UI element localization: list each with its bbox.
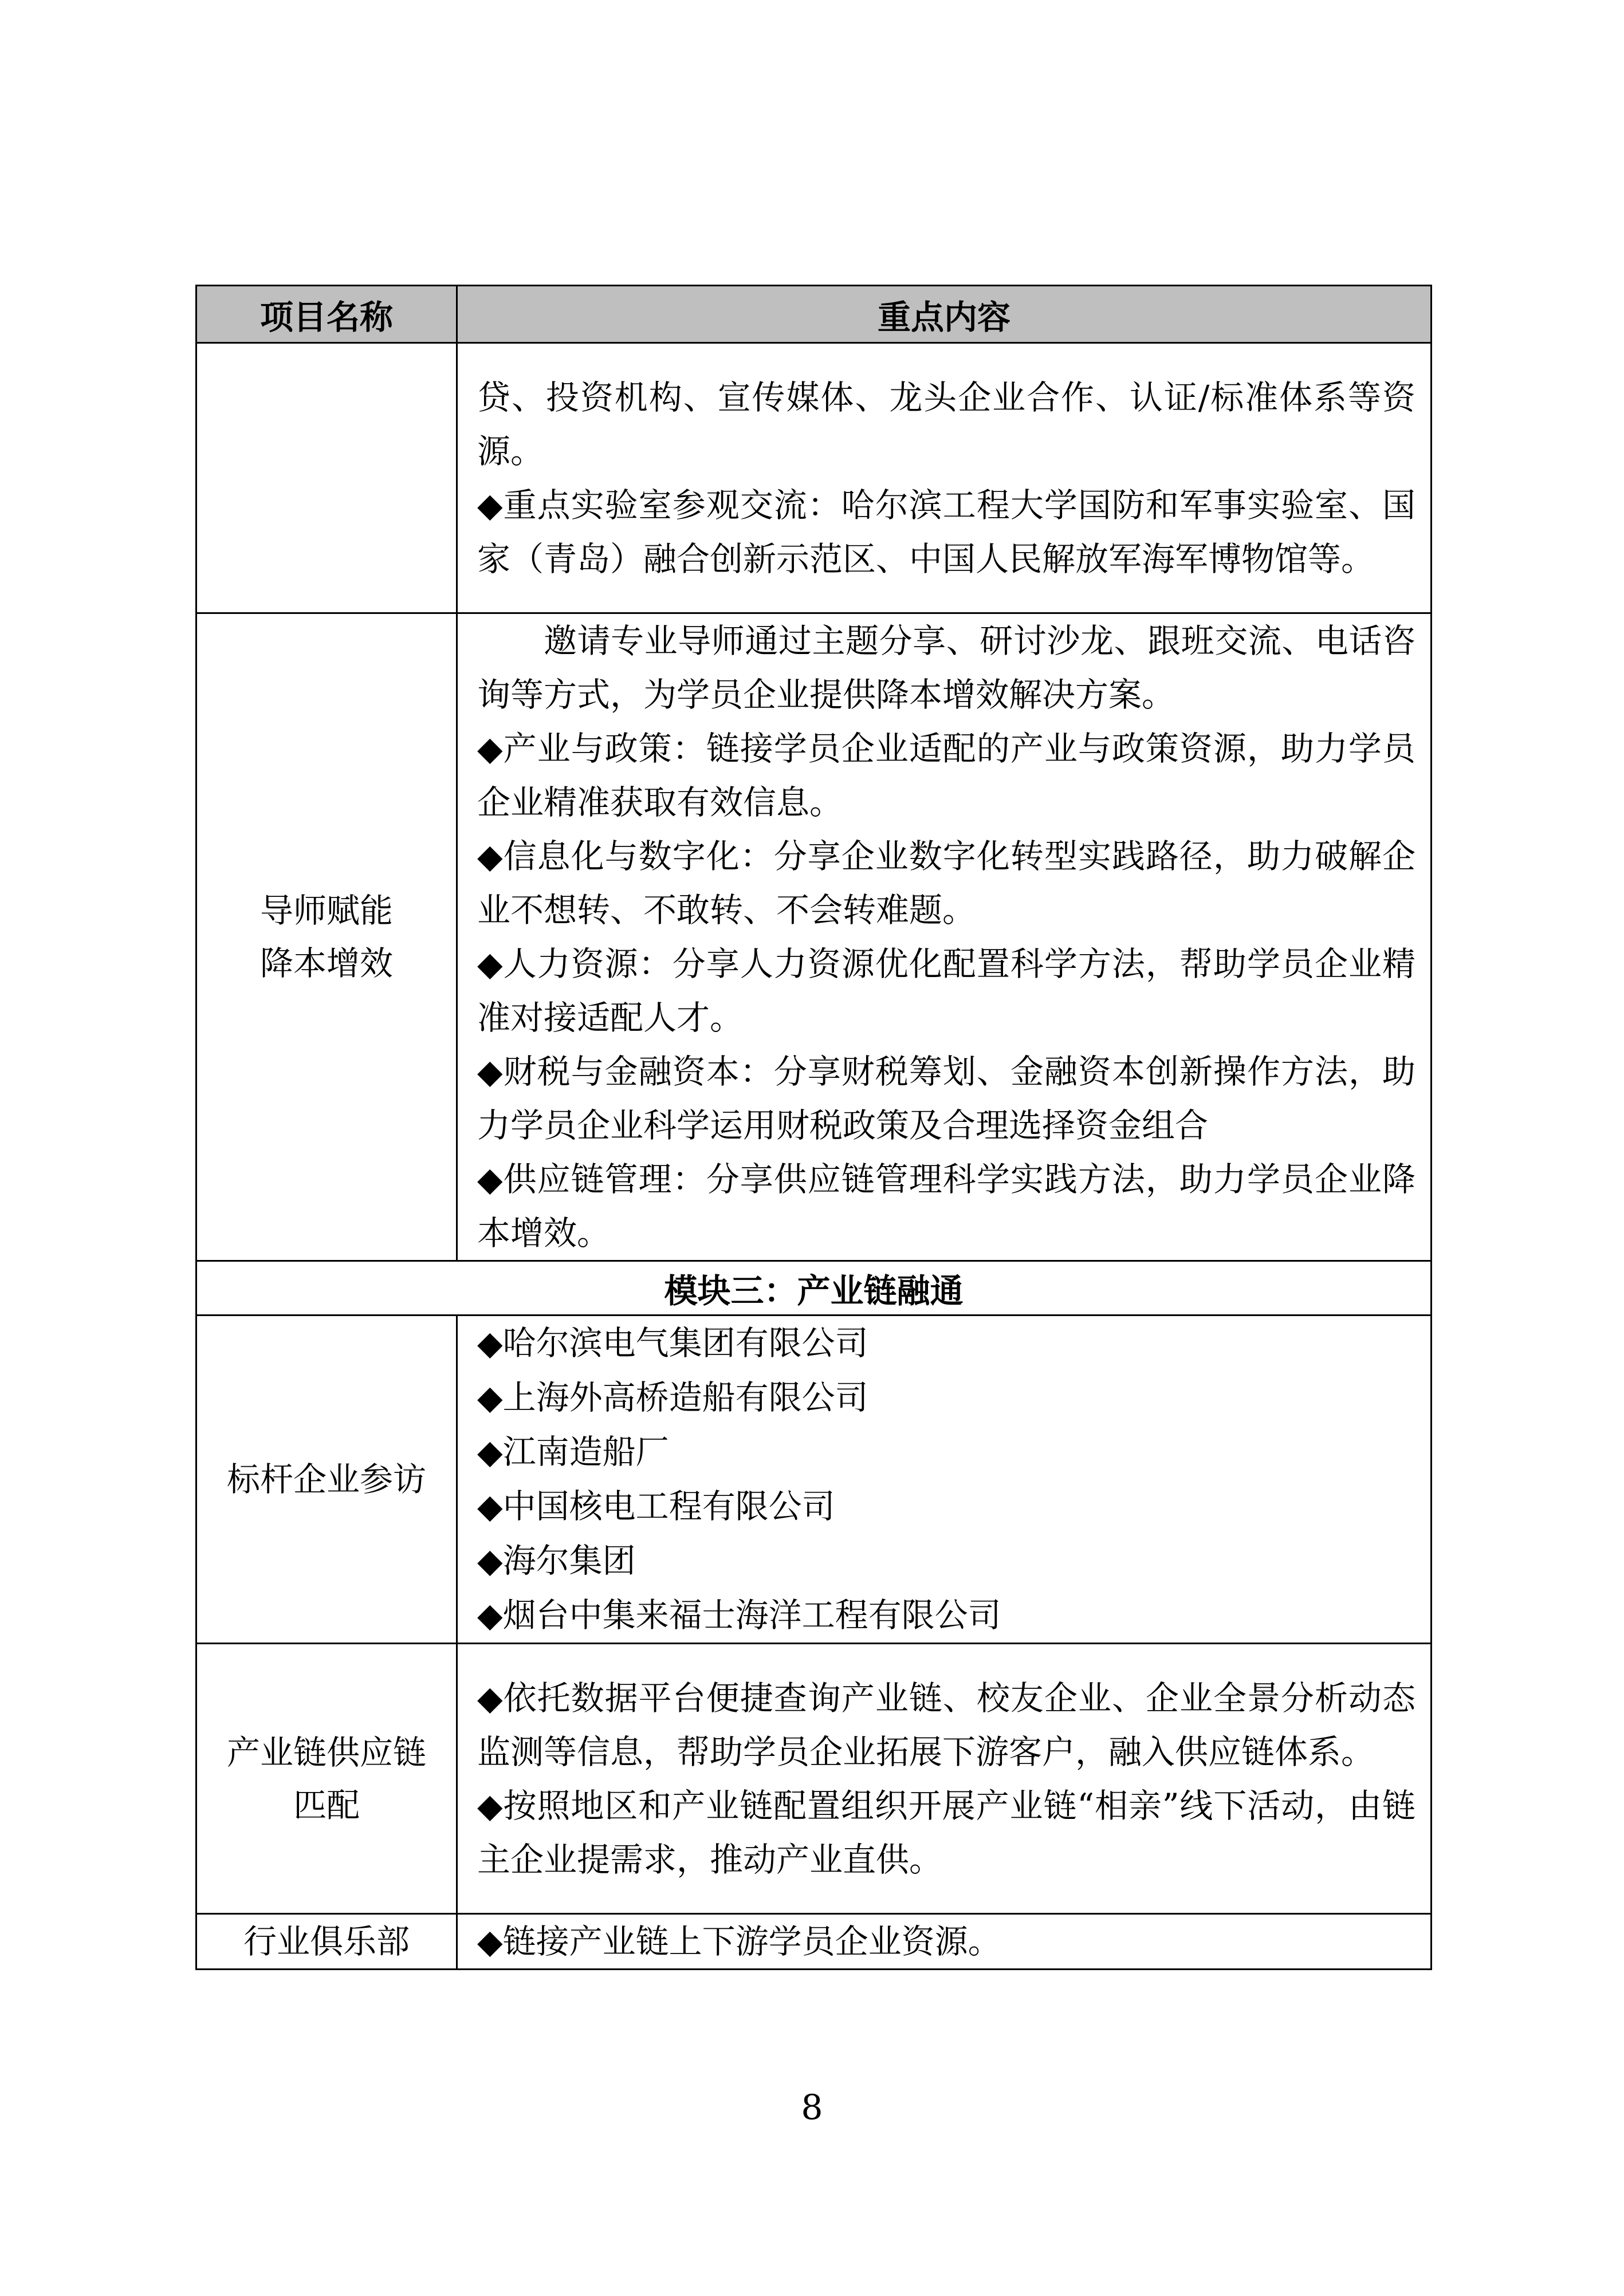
list-item: ◆哈尔滨电气集团有限公司 <box>477 1324 868 1362</box>
mentor-item: ◆信息化与数字化：分享企业数字化转型实践路径，助力破解企业不想转、不敢转、不会转难题。 <box>477 837 1415 930</box>
continuation-name-cell <box>196 343 457 613</box>
table-row-continuation <box>196 343 1432 613</box>
benchmark-name-cell: 标杆企业参访 <box>196 1316 457 1644</box>
table-row-mentor <box>196 613 1432 1261</box>
table-row-supply-chain <box>196 1644 1432 1914</box>
continuation-content-cell <box>457 343 1432 613</box>
list-item: ◆中国核电工程有限公司 <box>477 1487 835 1526</box>
list-item: ◆海尔集团 <box>477 1541 636 1580</box>
module-title-row <box>196 1261 1432 1316</box>
club-content-cell <box>457 1914 1432 1970</box>
mentor-name-line: 导师赋能 <box>259 891 393 930</box>
supply-item: ◆按照地区和产业链配置组织开展产业链“相亲”线下活动，由链主企业提需求，推动产业直供。 <box>477 1786 1415 1879</box>
supply-item: ◆依托数据平台便捷查询产业链、校友企业、企业全景分析动态监测等信息，帮助学员企业拓展下游客户，融入供应链体系。 <box>477 1678 1415 1771</box>
table-header-row <box>196 286 1432 343</box>
list-item: ◆上海外高桥造船有限公司 <box>477 1378 868 1417</box>
list-item: ◆江南造船厂 <box>477 1432 669 1471</box>
table-row-benchmark <box>196 1316 1432 1644</box>
mentor-item: ◆供应链管理：分享供应链管理科学实践方法，助力学员企业降本增效。 <box>477 1160 1415 1253</box>
supply-name-line: 匹配 <box>293 1785 360 1825</box>
module-title: 模块三：产业链融通 <box>196 1261 1432 1316</box>
table-row-club <box>196 1914 1432 1970</box>
mentor-name-line: 降本增效 <box>259 944 393 983</box>
header-key-content: 重点内容 <box>457 286 1432 343</box>
content-table <box>195 285 1432 1970</box>
supply-content-cell <box>457 1644 1432 1914</box>
supply-name-line: 产业链供应链 <box>226 1732 426 1772</box>
mentor-intro: 邀请专业导师通过主题分享、研讨沙龙、跟班交流、电话咨询等方式，为学员企业提供降本增效解决方案。 <box>477 621 1415 714</box>
continuation-line: 贷、投资机构、宣传媒体、龙头企业合作、认证/标准体系等资源。 <box>477 377 1415 471</box>
page-number: 8 <box>801 2088 823 2128</box>
list-item: ◆烟台中集来福士海洋工程有限公司 <box>477 1596 1001 1635</box>
header-project-name: 项目名称 <box>196 286 457 343</box>
mentor-item: ◆财税与金融资本：分享财税筹划、金融资本创新操作方法，助力学员企业科学运用财税政策及合理选择资金组合 <box>477 1052 1415 1145</box>
benchmark-content-cell <box>457 1316 1432 1644</box>
club-name-cell: 行业俱乐部 <box>196 1914 457 1970</box>
club-item: ◆链接产业链上下游学员企业资源。 <box>477 1922 1001 1961</box>
continuation-line: ◆重点实验室参观交流：哈尔滨工程大学国防和军事实验室、国家（青岛）融合创新示范区、中国人民解放军海军博物馆等。 <box>477 485 1415 578</box>
mentor-item: ◆产业与政策：链接学员企业适配的产业与政策资源，助力学员企业精准获取有效信息。 <box>477 729 1415 822</box>
supply-name-cell <box>196 1644 457 1914</box>
mentor-name-cell <box>196 613 457 1261</box>
mentor-item: ◆人力资源：分享人力资源优化配置科学方法，帮助学员企业精准对接适配人才。 <box>477 944 1415 1037</box>
mentor-content-cell <box>457 613 1432 1261</box>
